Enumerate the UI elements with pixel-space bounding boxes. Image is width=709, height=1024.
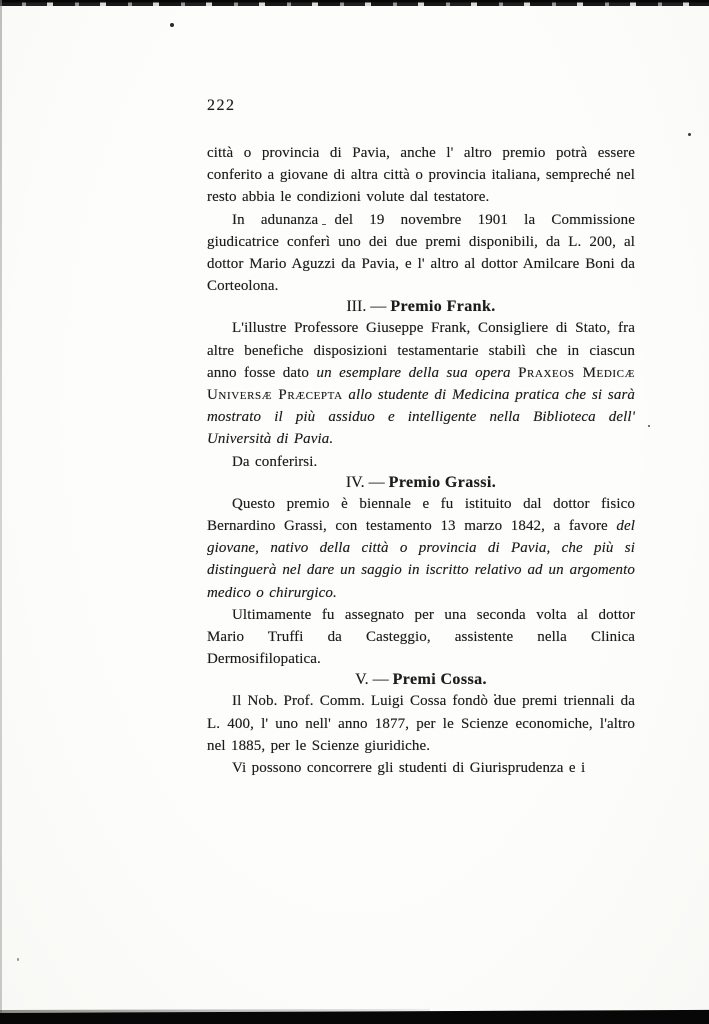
- text-run: L'illustre Professore Giuseppe Frank, Consigliere di Stato, fra altre benefiche disposizioni testamentarie stabilì che in ciascun anno fosse dato: [207, 320, 635, 381]
- heading-title: Premi Cossa.: [392, 671, 487, 689]
- scan-speck: [688, 133, 691, 136]
- paragraph-frank-status: [207, 451, 635, 473]
- text-run: In adunanza del 19 novembre 1901 la Commissione giudicatrice conferì uno dei due premi disponibili, da L. 200, al dottor Mario Aguzzi da Pavia, e l' altro al dottor Amilcare Boni da Corteolona.: [207, 211, 635, 295]
- paragraph-cossa-description: [207, 690, 635, 757]
- heading-dash: —: [368, 473, 385, 491]
- text-run: Da conferirsi.: [232, 453, 318, 470]
- heading-title: Premio Frank.: [390, 298, 496, 316]
- page-content: [207, 97, 635, 779]
- text-run-italic: allo studente di Medicina pratica che si sarà mostrato il più assiduo e intelligente nella Biblioteca dell' Università di Pavia.: [207, 387, 635, 448]
- heading-title: Premio Grassi.: [388, 473, 497, 491]
- page-number: 222: [207, 97, 236, 114]
- heading-number: III.: [346, 298, 367, 316]
- text-run-italic: un esemplare della sua opera: [316, 364, 519, 381]
- text-run: Il Nob. Prof. Comm. Luigi Cossa fondò due premi triennali da L. 400, l' uno nell' anno 1877, per le Scienze economiche, l'altro nel 1885, per le Scienze giuridiche.: [207, 693, 635, 754]
- section-heading-premio-grassi: [207, 473, 635, 493]
- scan-speck: [648, 425, 650, 427]
- section-heading-premio-frank: [207, 297, 635, 317]
- heading-dash: —: [370, 298, 387, 316]
- scan-speck: [170, 23, 174, 27]
- text-run: Questo premio è biennale e fu istituito dal dottor fisico Bernardino Grassi, con testamento 13 marzo 1842, a favore: [207, 495, 635, 535]
- text-run: Vi possono concorrere gli studenti di Giurisprudenza e i: [232, 760, 586, 777]
- scan-edge-top: [0, 0, 709, 6]
- text-run: Ultimamente fu assegnato per una seconda volta al dottor Mario Truffi da Casteggio, assistente nella Clinica Dermosifilopatica.: [207, 606, 635, 668]
- paragraph-intro-continuation: [207, 142, 635, 209]
- paragraph-intro-award: [207, 209, 635, 298]
- heading-number: V.: [355, 671, 369, 689]
- text-run-italic: del giovane, nativo della città o provincia di Pavia, che più si distinguerà nel dare un saggio in iscritto relativo ad un argomento medico o chirurgico.: [207, 518, 635, 601]
- paragraph-frank-description: [207, 317, 635, 450]
- heading-dash: —: [372, 671, 389, 689]
- paragraph-grassi-award: [207, 604, 635, 671]
- scan-edge-bottom: [0, 1010, 709, 1024]
- scan-edge-left: [0, 0, 2, 1024]
- text-run: città o provincia di Pavia, anche l' altro premio potrà essere conferito a giovane di altra città o provincia italiana, sempreché nel resto abbia le condizioni volute dal testatore.: [207, 145, 635, 206]
- paragraph-grassi-description: [207, 493, 635, 604]
- scan-speck: [17, 958, 19, 961]
- section-heading-premi-cossa: [207, 670, 635, 690]
- paragraph-cossa-eligibility: [207, 757, 635, 779]
- text-run-smallcaps: Praxeos Medicæ Universæ Præcepta: [207, 364, 635, 404]
- heading-number: IV.: [345, 473, 365, 491]
